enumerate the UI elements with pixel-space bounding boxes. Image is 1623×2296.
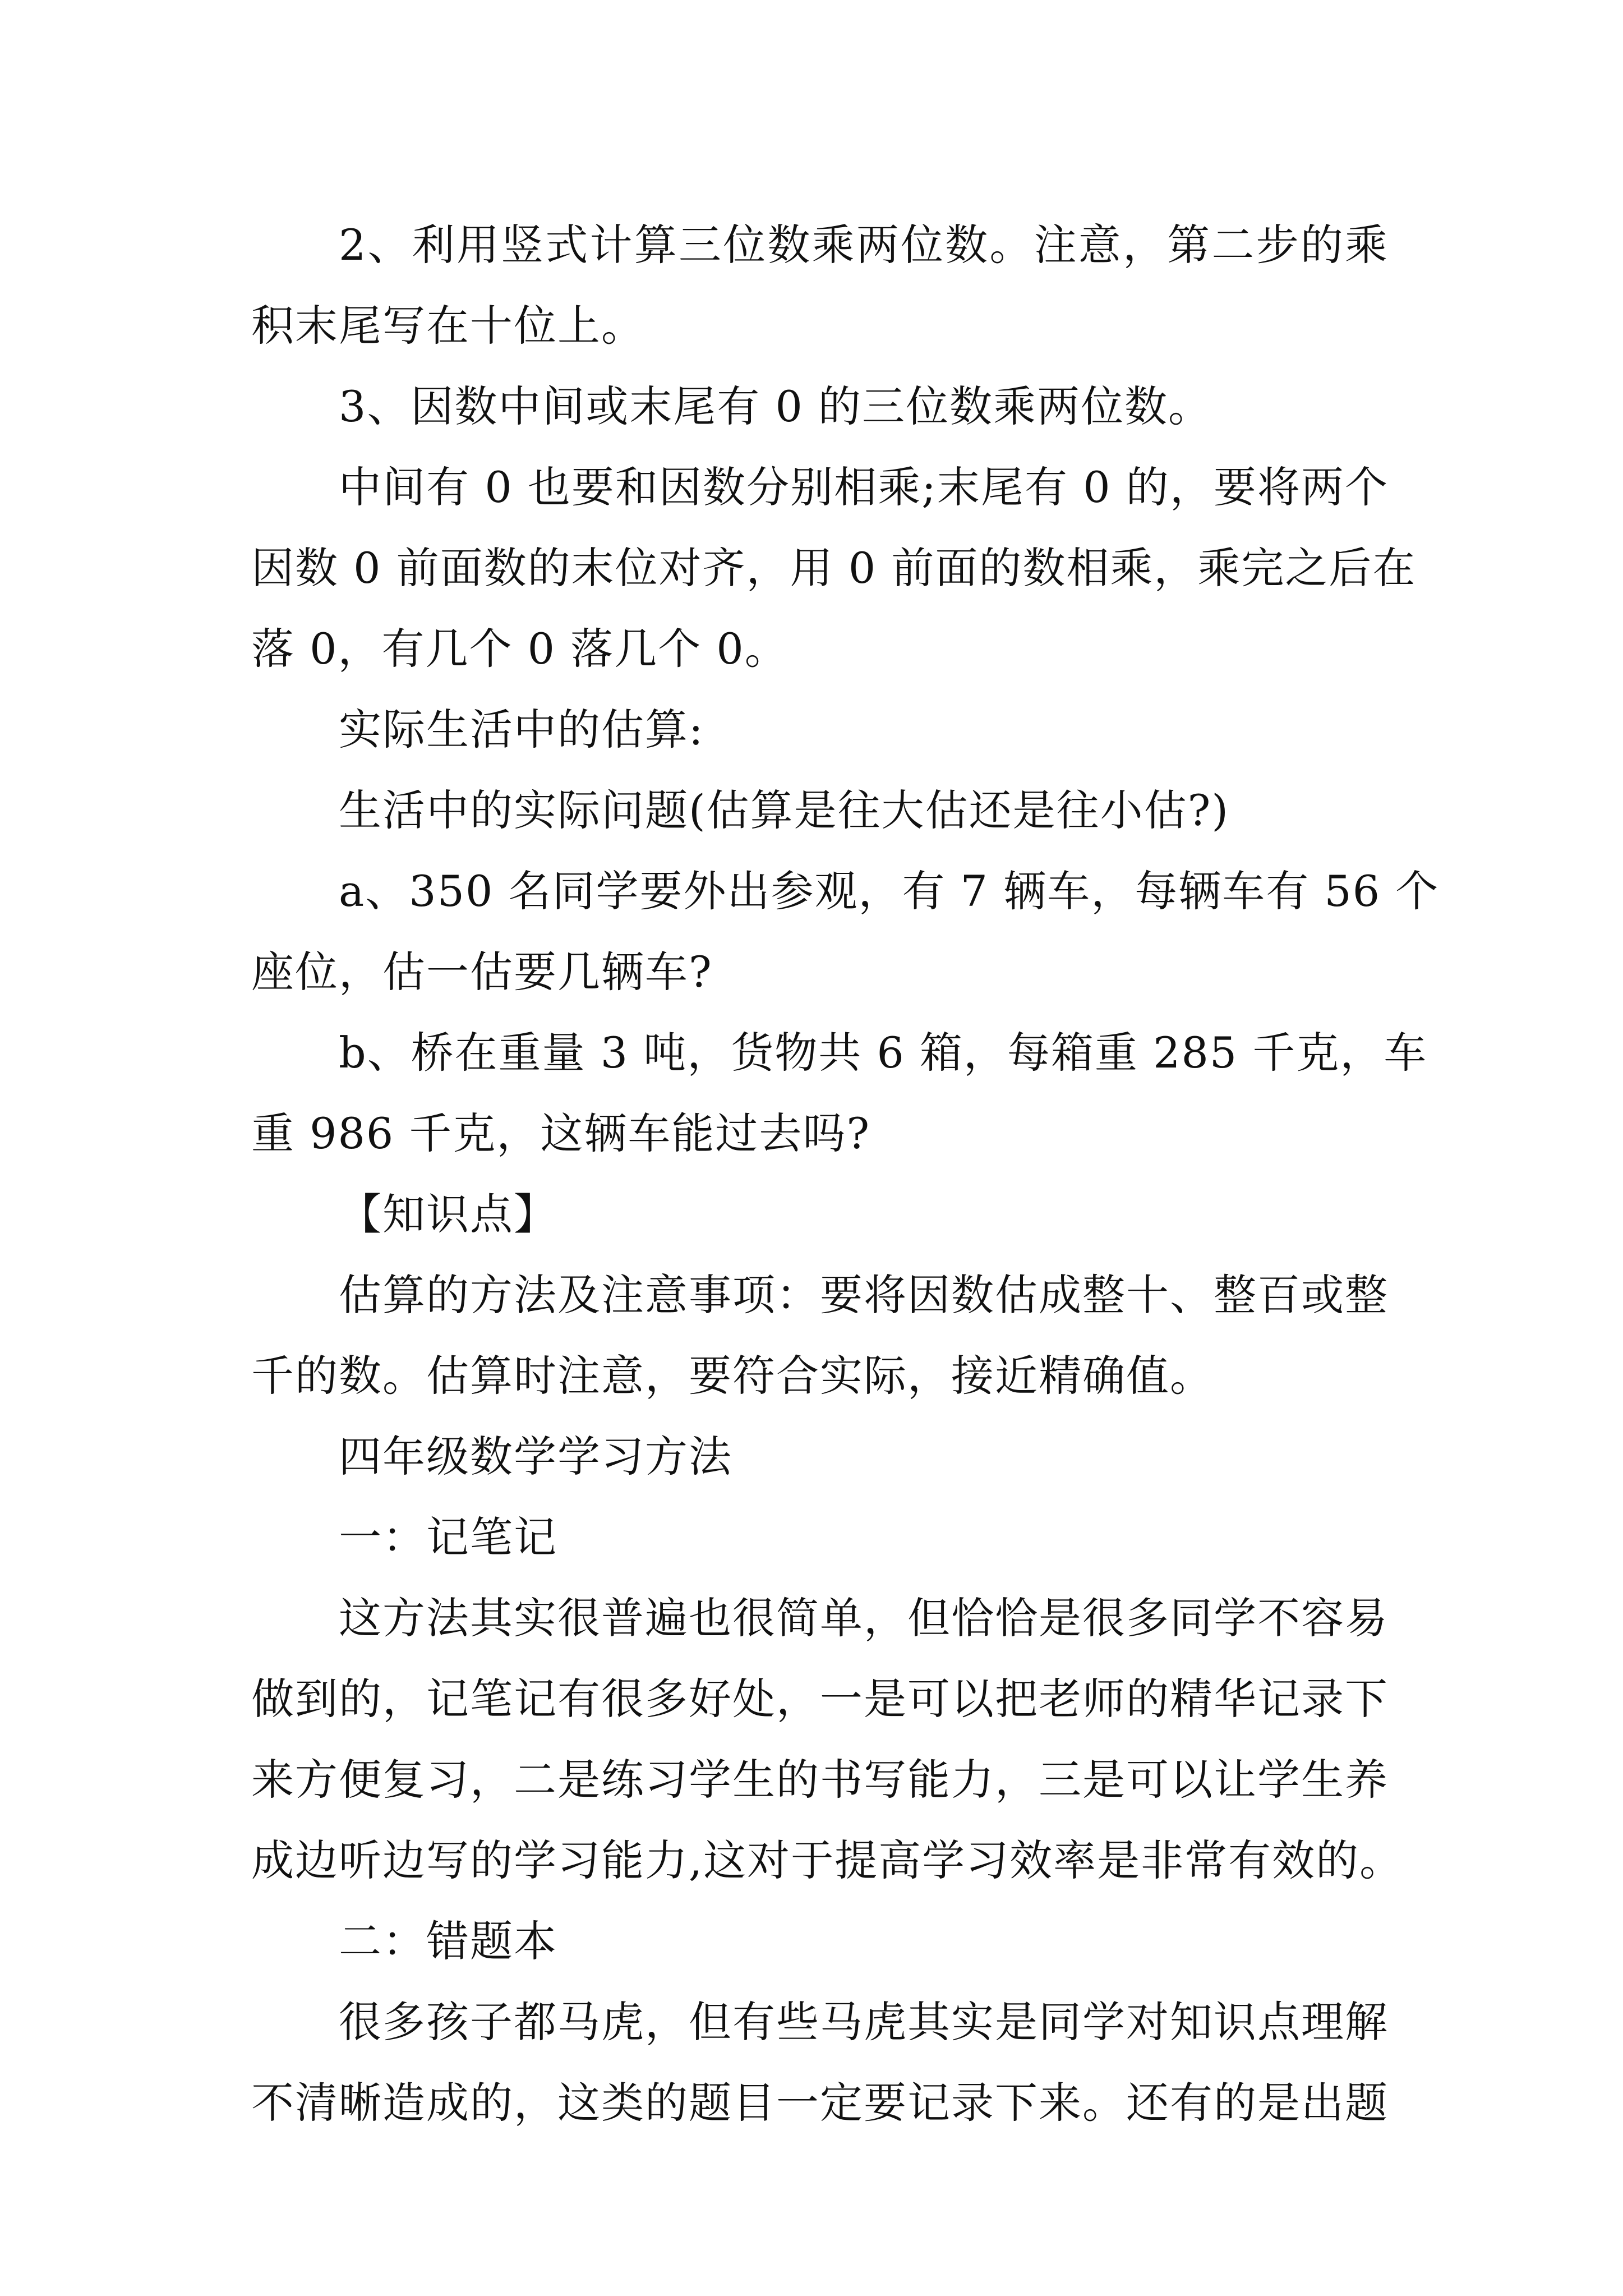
section-heading: 四年级数学学习方法 <box>339 1432 732 1481</box>
text-line: 估算的方法及注意事项：要将因数估成整十、整百或整 <box>339 1270 1389 1320</box>
text-line: 座位，估一估要几辆车? <box>251 947 713 997</box>
subsection-heading: 二：错题本 <box>339 1916 557 1966</box>
text-line: 这方法其实很普遍也很简单，但恰恰是很多同学不容易 <box>339 1593 1389 1643</box>
text-line: b、桥在重量 3 吨，货物共 6 箱，每箱重 285 千克，车 <box>339 1028 1428 1078</box>
text-line: 实际生活中的估算: <box>339 705 704 754</box>
text-line: 不清晰造成的，这类的题目一定要记录下来。还有的是出题 <box>251 2078 1389 2128</box>
text-line: a、350 名同学要外出参观，有 7 辆车，每辆车有 56 个 <box>339 866 1440 916</box>
text-line: 中间有 0 也要和因数分别相乘;末尾有 0 的，要将两个 <box>339 462 1389 512</box>
text-line: 重 986 千克，这辆车能过去吗? <box>251 1108 871 1158</box>
subsection-heading: 一：记笔记 <box>339 1512 557 1562</box>
text-line: 因数 0 前面数的末位对齐，用 0 前面的数相乘，乘完之后在 <box>251 543 1417 593</box>
text-line: 来方便复习，二是练习学生的书写能力，三是可以让学生养 <box>251 1755 1389 1805</box>
text-line: 3、因数中间或末尾有 0 的三位数乘两位数。 <box>339 381 1212 431</box>
text-line: 生活中的实际问题(估算是往大估还是往小估?) <box>339 785 1230 835</box>
text-line: 2、利用竖式计算三位数乘两位数。注意，第二步的乘 <box>339 220 1389 270</box>
text-line: 落 0，有几个 0 落几个 0。 <box>251 624 789 674</box>
text-line: 千的数。估算时注意，要符合实际，接近精确值。 <box>251 1351 1214 1401</box>
document-body <box>251 205 1440 2143</box>
text-line: 积末尾写在十位上。 <box>251 301 645 351</box>
text-line: 很多孩子都马虎，但有些马虎其实是同学对知识点理解 <box>339 1997 1389 2047</box>
text-line: 做到的，记笔记有很多好处，一是可以把老师的精华记录下 <box>251 1674 1389 1724</box>
text-line: 成边听边写的学习能力,这对于提高学习效率是非常有效的。 <box>251 1835 1404 1885</box>
section-heading: 【知识点】 <box>339 1189 557 1239</box>
